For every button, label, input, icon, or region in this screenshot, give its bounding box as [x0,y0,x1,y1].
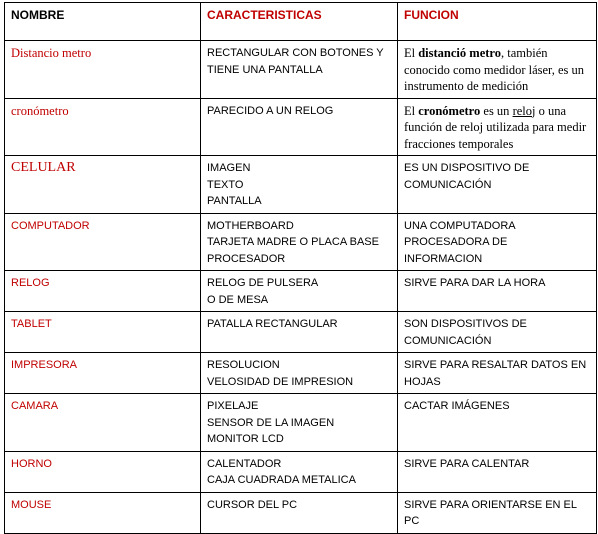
name-cell: COMPUTADOR [5,213,201,271]
function-line: SIRVE PARA ORIENTARSE EN EL [404,498,577,511]
function-line: PC [404,515,420,527]
characteristic-line: PANTALLA [207,195,262,207]
characteristic-line: MONITOR LCD [207,433,284,445]
function-cell [398,312,597,353]
characteristic-line: CALENTADOR [207,457,282,470]
function-line: SIRVE PARA CALENTAR [404,457,530,470]
table-row [5,394,597,452]
characteristic-line: RESOLUCION [207,359,280,371]
function-text [404,45,590,95]
function-cell [398,156,597,214]
function-line: CACTAR IMÁGENES [404,400,510,412]
characteristics-cell [201,394,398,452]
function-pre: El [404,46,419,60]
table-row [5,451,597,492]
characteristics-cell [201,271,398,312]
table-row [5,312,597,353]
characteristics-cell [201,156,398,214]
table-row [5,353,597,394]
characteristic-line: PIXELAJE [207,400,259,412]
characteristics-cell [201,98,398,156]
characteristics-cell [201,492,398,533]
characteristics-cell [201,312,398,353]
function-line: ES UN DISPOSITIVO DE [404,162,530,174]
function-line: SON DISPOSITIVOS DE [404,318,527,330]
table-row [5,156,597,214]
characteristic-line: CAJA CUADRADA METALICA [207,474,356,486]
name-cell: HORNO [5,451,201,492]
function-line: INFORMACION [404,252,483,265]
function-link-reloj: reloj [512,103,536,118]
header-caracteristicas: CARACTERISTICAS [201,3,398,41]
name-cell: Distancio metro [5,41,201,99]
header-nombre: NOMBRE [5,3,201,41]
characteristic-line: PARECIDO A UN RELOG [207,104,334,117]
function-line: COMUNICACIÓN [404,178,492,191]
name-cell: CELULAR [5,156,201,214]
table-row [5,41,597,99]
function-mid: es un [480,103,513,118]
characteristic-line: IMAGEN [207,162,251,174]
characteristics-cell [201,451,398,492]
characteristic-line: PATALLA RECTANGULAR [207,318,338,330]
characteristic-line: O DE MESA [207,293,269,306]
function-line: HOJAS [404,375,441,388]
function-line: PROCESADORA DE [404,236,508,248]
function-line: SIRVE PARA RESALTAR DATOS EN [404,359,587,371]
characteristic-line: RELOG DE PULSERA [207,277,319,289]
function-text [404,103,590,153]
name-cell: CAMARA [5,394,201,452]
function-line: UNA COMPUTADORA [404,219,516,232]
function-bold-term: distanció metro [418,46,501,60]
characteristic-line: VELOSIDAD DE IMPRESION [207,375,354,388]
function-pre: El [404,103,419,118]
characteristic-line: CURSOR DEL PC [207,498,298,511]
characteristic-line: PROCESADOR [207,252,286,265]
function-cell [398,98,597,156]
header-funcion: FUNCION [398,3,597,41]
name-cell: cronómetro [5,98,201,156]
function-cell [398,492,597,533]
table-row [5,98,597,156]
function-cell [398,451,597,492]
characteristic-line: RECTANGULAR CON BOTONES Y [207,47,384,59]
characteristics-cell [201,213,398,271]
name-cell: TABLET [5,312,201,353]
function-cell [398,394,597,452]
function-cell [398,353,597,394]
function-line: SIRVE PARA DAR LA HORA [404,277,546,289]
header-row [5,3,597,41]
function-line: COMUNICACIÓN [404,334,492,347]
name-cell: RELOG [5,271,201,312]
characteristic-line: TARJETA MADRE O PLACA BASE [207,236,379,248]
name-cell: IMPRESORA [5,353,201,394]
function-cell [398,41,597,99]
characteristic-line: MOTHERBOARD [207,219,294,232]
characteristics-cell [201,353,398,394]
function-cell [398,271,597,312]
function-post: o una función de reloj utilizada para medir fracciones temporales [404,103,587,151]
name-cell: MOUSE [5,492,201,533]
characteristic-line: SENSOR DE LA IMAGEN [207,416,335,429]
characteristic-line: TIENE UNA PANTALLA [207,63,323,76]
function-bold-term: cronómetro [418,103,481,118]
function-post: , también conocido como medidor láser, es un instrumento de medición [404,46,585,93]
table-row [5,492,597,533]
characteristic-line: TEXTO [207,178,244,191]
characteristics-cell [201,41,398,99]
function-cell [398,213,597,271]
table-row [5,213,597,271]
table-row [5,271,597,312]
